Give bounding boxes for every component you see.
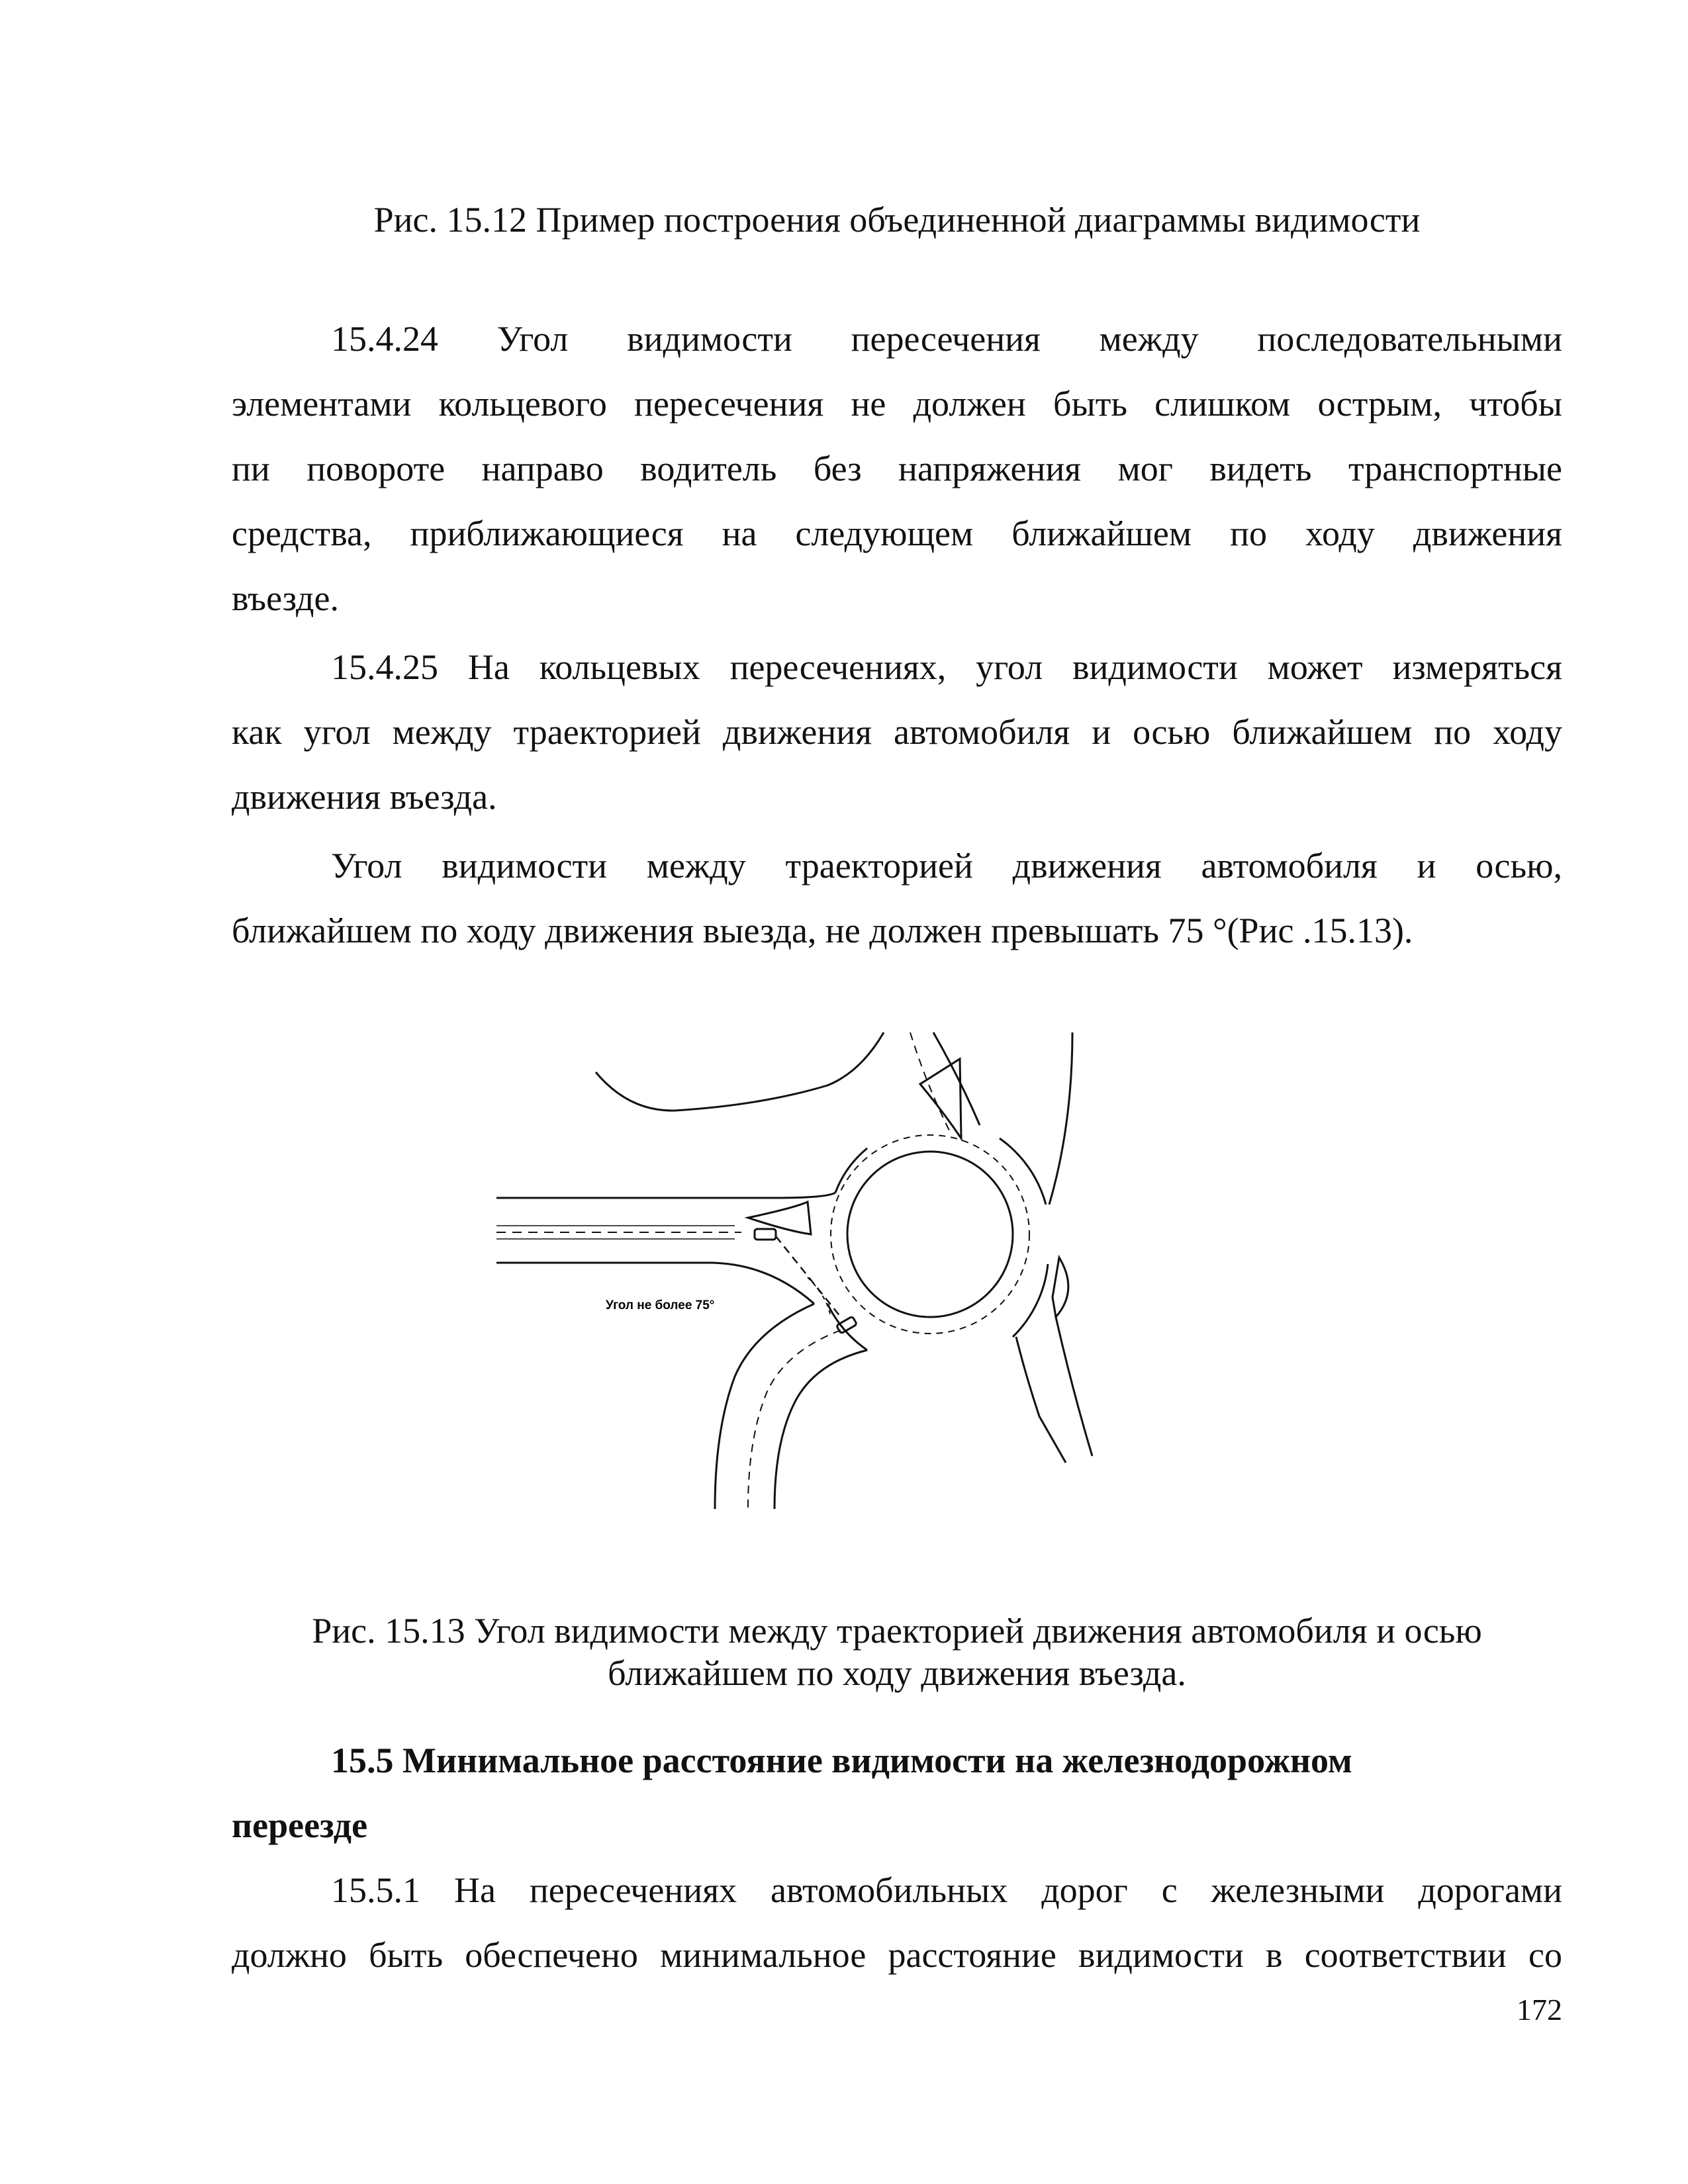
paragraph-15-5-1-line-1: 15.5.1 На пересечениях автомобильных дорог с железными дорогами	[331, 1870, 1562, 1910]
paragraph-15-5-1-line-2: должно быть обеспечено минимальное расстояние видимости в соответствии со	[232, 1935, 1562, 1975]
figure-caption-15-13-line-2: ближайшем по ходу движения въезда.	[608, 1653, 1186, 1693]
west-approach-bottom-edge	[496, 1263, 814, 1304]
section-heading-15-5-line-1: 15.5 Минимальное расстояние видимости на железнодорожном	[331, 1741, 1352, 1780]
paragraph-15-4-24-line-3: пи повороте направо водитель без напряжения мог видеть транспортные	[232, 449, 1562, 488]
sight-line	[776, 1236, 841, 1317]
figure-caption-15-13-line-1: Рис. 15.13 Угол видимости между траекторией движения автомобиля и осью	[312, 1611, 1482, 1651]
section-heading-15-5-line-2: переезде	[232, 1805, 368, 1845]
east-approach-top-edge	[1049, 1032, 1072, 1205]
page-number: 172	[1517, 1993, 1562, 2026]
sw-approach-right-edge	[774, 1350, 867, 1509]
roundabout-diagram-icon	[457, 1006, 1205, 1569]
paragraph-15-4-24-line-5: въезде.	[232, 578, 339, 618]
paragraph-15-4-25-line-3: движения въезда.	[232, 777, 497, 817]
paragraph-15-4-24-line-1: 15.4.24 Угол видимости пересечения между последовательными	[331, 319, 1562, 359]
paragraph-angle-line-1: Угол видимости между траекторией движения автомобиля и осью,	[331, 846, 1562, 886]
car-west	[755, 1229, 776, 1240]
east-approach-bottom-edge	[1016, 1337, 1066, 1463]
paragraph-15-4-24-line-2: элементами кольцевого пересечения не должен быть слишком острым, чтобы	[232, 384, 1562, 424]
sw-approach-left-edge	[715, 1304, 814, 1509]
paragraph-15-4-24-line-4: средства, приближающиеся на следующем ближайшем по ходу движения	[232, 514, 1562, 553]
angle-label: Угол не более 75°	[606, 1298, 715, 1312]
paragraph-angle-line-2: ближайшем по ходу движения выезда, не должен превышать 75 °(Рис .15.13).	[232, 911, 1413, 950]
figure-caption-15-12: Рис. 15.12 Пример построения объединенной диаграммы видимости	[373, 200, 1421, 240]
west-approach-top-edge	[496, 1193, 835, 1198]
central-island	[847, 1152, 1013, 1317]
paragraph-15-4-25-line-1: 15.4.25 На кольцевых пересечениях, угол видимости может измеряться	[331, 647, 1562, 687]
ne-approach-left-edge	[596, 1032, 884, 1111]
paragraph-15-4-25-line-2: как угол между траекторией движения автомобиля и осью ближайшем по ходу	[232, 712, 1562, 752]
